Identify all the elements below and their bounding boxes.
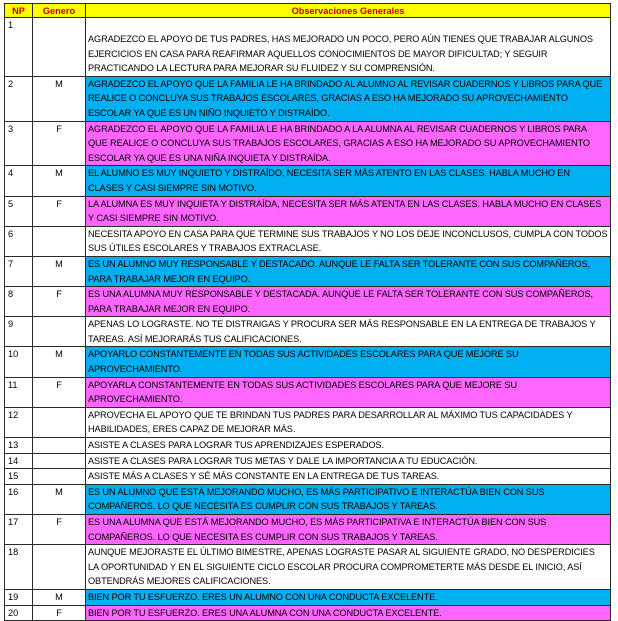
table-row	[5, 407, 611, 437]
table-row	[5, 121, 611, 166]
np-cell: 14	[5, 453, 33, 469]
genero-cell	[33, 545, 86, 590]
genero-cell: F	[33, 377, 86, 407]
table-row	[5, 76, 611, 121]
np-cell: 7	[5, 256, 33, 286]
np-cell: 19	[5, 589, 33, 605]
np-cell: 15	[5, 469, 33, 485]
observation-cell: NECESITA APOYO EN CASA PARA QUE TERMINE SUS TRABAJOS Y NO LOS DEJE INCONCLUSOS, CUMPLA CON TODOS SUS ÚTILES ESCOLARES Y TRABAJOS EXTRACLASE.	[86, 226, 611, 256]
genero-cell: M	[33, 76, 86, 121]
np-cell: 12	[5, 407, 33, 437]
np-cell: 13	[5, 438, 33, 454]
np-cell: 20	[5, 605, 33, 621]
observation-cell: LA ALUMNA ES MUY INQUIETA Y DISTRAÍDA, NECESITA SER MÁS ATENTA EN LAS CLASES. HABLA MUCHO EN CLASES Y CASI SIEMPRE SIN MOTIVO.	[86, 196, 611, 226]
observation-cell: AGRADEZCO EL APOYO QUE LA FAMILIA LE HA BRINDADO AL ALUMNO AL REVISAR CUADERNOS Y LIBROS PARA QUE REALICE O CONCLUYA SUS TRABAJOS ESCOLARES, GRACIAS A ESO HA MEJORADO SU APROVECHAMIENTO ESCOLAR YA QUE ES UN NIÑO INQUIETO Y DISTRAÍDO.	[86, 76, 611, 121]
genero-cell	[33, 407, 86, 437]
header-genero: Genero	[33, 4, 86, 18]
genero-cell: F	[33, 287, 86, 317]
genero-cell	[33, 438, 86, 454]
table-row	[5, 287, 611, 317]
observations-table	[4, 3, 611, 621]
genero-cell	[33, 18, 86, 77]
genero-cell	[33, 317, 86, 347]
np-cell: 3	[5, 121, 33, 166]
observation-cell: AUNQUE MEJORASTE EL ÚLTIMO BIMESTRE, APENAS LOGRASTE PASAR AL SIGUIENTE GRADO, NO DESPERDICIES LA OPORTUNIDAD Y EN EL SIGUIENTE CICLO ESCOLAR PROCURA COMPROMETERTE MÁS DESDE EL INICIO, ASÍ OBTENDRÁS MEJORES CALIFICACIONES.	[86, 545, 611, 590]
np-cell: 2	[5, 76, 33, 121]
np-cell: 5	[5, 196, 33, 226]
observation-cell: BIEN POR TU ESFUERZO. ERES UN ALUMNO CON UNA CONDUCTA EXCELENTE.	[86, 589, 611, 605]
observation-cell: APROVECHA EL APOYO QUE TE BRINDAN TUS PADRES PARA DESARROLLAR AL MÁXIMO TUS CAPACIDADES Y HABILIDADES, ERES CAPAZ DE MEJORAR MÁS.	[86, 407, 611, 437]
table-row	[5, 515, 611, 545]
np-cell: 8	[5, 287, 33, 317]
observation-cell: ASISTE A CLASES PARA LOGRAR TUS APRENDIZAJES ESPERADOS.	[86, 438, 611, 454]
genero-cell: M	[33, 484, 86, 514]
genero-cell: M	[33, 166, 86, 196]
table-row	[5, 377, 611, 407]
np-cell: 17	[5, 515, 33, 545]
observation-cell: AGRADEZCO EL APOYO DE TUS PADRES, HAS MEJORADO UN POCO, PERO AÚN TIENES QUE TRABAJAR ALGUNOS EJERCICIOS EN CASA PARA REAFIRMAR AQUELLOS CONOCIMIENTOS DE MAYOR DIFICULTAD; Y SEGUIR PRACTICANDO LA LECTURA PARA MEJORAR SU FLUIDEZ Y SU COMPRENSIÓN.	[86, 18, 611, 77]
table-row	[5, 453, 611, 469]
genero-cell: F	[33, 121, 86, 166]
np-cell: 10	[5, 347, 33, 377]
genero-cell: M	[33, 589, 86, 605]
np-cell: 6	[5, 226, 33, 256]
observation-cell: ES UNA ALUMNA QUE ESTÁ MEJORANDO MUCHO, ES MÁS PARTICIPATIVA E INTERACTÚA BIEN CON SUS COMPAÑEROS. LO QUE NECESITA ES CUMPLIR CON SUS TRABAJOS Y TAREAS.	[86, 515, 611, 545]
np-cell: 11	[5, 377, 33, 407]
observation-cell: BIEN POR TU ESFUERZO. ERES UNA ALUMNA CON UNA CONDUCTA EXCELENTE.	[86, 605, 611, 621]
np-cell: 18	[5, 545, 33, 590]
observation-cell: APOYARLO CONSTANTEMENTE EN TODAS SUS ACTIVIDADES ESCOLARES PARA QUE MEJORE SU APROVECHAMIENTO.	[86, 347, 611, 377]
genero-cell	[33, 226, 86, 256]
np-cell: 1	[5, 18, 33, 77]
observation-cell: AGRADEZCO EL APOYO QUE LA FAMILIA LE HA BRINDADO A LA ALUMNA AL REVISAR CUADERNOS Y LIBROS PARA QUE REALICE O CONCLUYA SUS TRABAJOS ESCOLARES, GRACIAS A ESO HA MEJORADO SU APROVECHAMIENTO ESCOLAR YA QUE ES UNA NIÑA INQUIETA Y DISTRAÍDA.	[86, 121, 611, 166]
observation-cell: ASISTE MÁS A CLASES Y SÉ MÁS CONSTANTE EN LA ENTREGA DE TUS TAREAS.	[86, 469, 611, 485]
np-cell: 4	[5, 166, 33, 196]
table-row	[5, 605, 611, 621]
genero-cell: F	[33, 515, 86, 545]
table-row	[5, 438, 611, 454]
np-cell: 9	[5, 317, 33, 347]
genero-cell: F	[33, 605, 86, 621]
observation-cell: APOYARLA CONSTANTEMENTE EN TODAS SUS ACTIVIDADES ESCOLARES PARA QUE MEJORE SU APROVECHAMIENTO.	[86, 377, 611, 407]
table-row	[5, 196, 611, 226]
table-row	[5, 166, 611, 196]
table-row	[5, 256, 611, 286]
genero-cell	[33, 453, 86, 469]
genero-cell: F	[33, 196, 86, 226]
np-cell: 16	[5, 484, 33, 514]
table-row	[5, 18, 611, 77]
table-row	[5, 484, 611, 514]
header-row	[5, 4, 611, 18]
table-row	[5, 317, 611, 347]
observation-cell: ES UNA ALUMNA MUY RESPONSABLE Y DESTACADA. AUNQUE LE FALTA SER TOLERANTE CON SUS COMPAÑEROS, PARA TRABAJAR MEJOR EN EQUIPO.	[86, 287, 611, 317]
observation-cell: APENAS LO LOGRASTE. NO TE DISTRAIGAS Y PROCURA SER MÁS RESPONSABLE EN LA ENTREGA DE TRABAJOS Y TAREAS. ASÍ MEJORARÁS TUS CALIFICACIONES.	[86, 317, 611, 347]
table-row	[5, 226, 611, 256]
table-row	[5, 545, 611, 590]
observation-cell: ES UN ALUMNO QUE ESTÁ MEJORANDO MUCHO, ES MÁS PARTICIPATIVO E INTERACTÚA BIEN CON SUS COMPAÑEROS. LO QUE NECESITA ES CUMPLIR CON SUS TRABAJOS Y TAREAS.	[86, 484, 611, 514]
genero-cell: M	[33, 256, 86, 286]
observation-cell: ES UN ALUMNO MUY RESPONSABLE Y DESTACADO. AUNQUE LE FALTA SER TOLERANTE CON SUS COMPAÑEROS, PARA TRABAJAR MEJOR EN EQUIPO.	[86, 256, 611, 286]
observation-cell: EL ALUMNO ES MUY INQUIETO Y DISTRAÍDO, NECESITA SER MÁS ATENTO EN LAS CLASES. HABLA MUCHO EN CLASES Y CASI SIEMPRE SIN MOTIVO.	[86, 166, 611, 196]
genero-cell: M	[33, 347, 86, 377]
table-row	[5, 347, 611, 377]
table-row	[5, 589, 611, 605]
genero-cell	[33, 469, 86, 485]
header-np: NP	[5, 4, 33, 18]
observation-cell: ASISTE A CLASES PARA LOGRAR TUS METAS Y DALE LA IMPORTANCIA A TU EDUCACIÓN.	[86, 453, 611, 469]
header-observaciones: Observaciones Generales	[86, 4, 611, 18]
table-row	[5, 469, 611, 485]
